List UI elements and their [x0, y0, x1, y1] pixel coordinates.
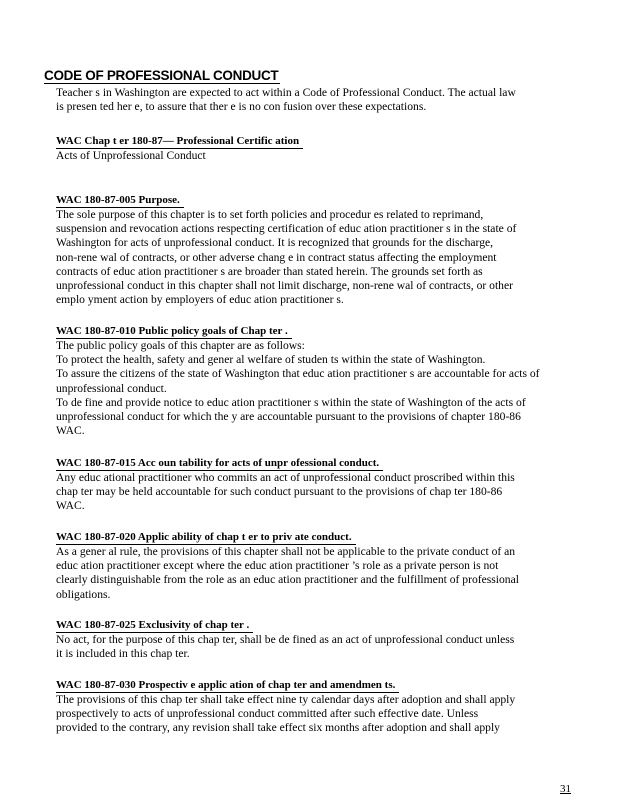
body-line: prospectively to acts of unprofessional conduct committed after such effective date. Unless [56, 707, 479, 721]
chapter-heading: WAC Chap t er 180-87— Professional Certific ation [56, 135, 303, 149]
body-line: The public policy goals of this chapter are as follows: [56, 339, 305, 352]
body-line: emplo yment action by employers of educ ation practitioner s. [56, 293, 344, 307]
body-line: As a gener al rule, the provisions of this chapter shall not be applicable to the private conduct of an [56, 545, 516, 558]
section-prospective [56, 675, 576, 736]
section-heading: WAC 180-87-020 Applic ability of chap t er to priv ate conduct. [56, 531, 356, 545]
body-line: No act, for the purpose of this chap ter, shall be de fined as an act of unprofessional conduct unless [56, 633, 515, 646]
section-heading: WAC 180-87-015 Acc oun tability for acts of unpr ofessional conduct. [56, 457, 383, 471]
body-line: To protect the health, safety and gener al welfare of studen ts within the state of Washington. [56, 353, 486, 367]
body-line: it is included in this chap ter. [56, 647, 190, 661]
section-exclusivity [56, 615, 576, 661]
body-line: unprofessional conduct. [56, 381, 167, 395]
body-line: unprofessional conduct for which the y are accountable pursuant to the provisions of chapter 180-86 [56, 410, 521, 424]
body-line: chap ter may be held accountable for such conduct pursuant to the provisions of chap ter 180-86 [56, 485, 503, 499]
section-purpose [56, 190, 576, 307]
body-line: non-rene wal of contracts, or other adverse chang e in contract status affecting the employment [56, 250, 497, 264]
body-line: To assure the citizens of the state of Washington that educ ation practitioner s are accountable for acts of [56, 367, 540, 381]
section-body [56, 339, 576, 438]
document-title: CODE OF PROFESSIONAL CONDUCT [44, 68, 279, 83]
body-line: WAC. [56, 424, 85, 438]
page-number: 31 [560, 783, 571, 795]
section-body [56, 545, 576, 602]
section-body [56, 693, 576, 736]
section-body [56, 633, 576, 661]
body-line: WAC. [56, 499, 85, 513]
section-heading: WAC 180-87-025 Exclusivity of chap ter . [56, 619, 253, 633]
body-line: contracts of educ ation practitioner s are broader than stated herein. The grounds set forth as [56, 264, 483, 278]
body-line: Any educ ational practitioner who commits an act of unprofessional conduct proscribed within this [56, 471, 515, 484]
intro-line: is presen ted her e, to assure that ther e is no con fusion over these expectations. [56, 100, 427, 114]
body-line: clearly distinguishable from the role as an educ ation practitioner and the fulfillment of professional [56, 573, 519, 587]
section-heading: WAC 180-87-010 Public policy goals of Chap ter . [56, 325, 292, 339]
intro-paragraph [56, 86, 556, 114]
body-line: suspension and revocation actions respecting certification of educ ation practitioner s in the state of [56, 222, 517, 236]
chapter-header [56, 131, 576, 163]
section-body [56, 471, 576, 514]
section-body [56, 208, 576, 307]
section-applicability [56, 527, 576, 602]
intro-line: Teacher s in Washington are expected to act within a Code of Professional Conduct. The actual law [56, 86, 516, 99]
body-line: unprofessional conduct in this chapter shall not limit discharge, non-rene wal of contracts, or other [56, 279, 513, 293]
body-line: obligations. [56, 587, 111, 601]
body-line: provided to the contrary, any revision shall take effect six months after adoption and shall apply [56, 721, 500, 735]
body-line: To de fine and provide notice to educ ation practitioner s within the state of Washington of the acts of [56, 395, 526, 409]
body-line: The provisions of this chap ter shall take effect nine ty calendar days after adoption and shall apply [56, 693, 516, 706]
body-line: educ ation practitioner except where the educ ation practitioner ’s role as a private person is not [56, 559, 499, 573]
section-heading: WAC 180-87-005 Purpose. [56, 194, 184, 208]
section-heading: WAC 180-87-030 Prospectiv e applic ation of chap ter and amendmen ts. [56, 679, 399, 693]
body-line: Washington for acts of unprofessional conduct. It is recognized that grounds for the discharge, [56, 236, 494, 250]
section-accountability [56, 453, 576, 514]
body-line: The sole purpose of this chapter is to set forth policies and procedur es related to reprimand, [56, 208, 484, 221]
section-public-policy [56, 321, 576, 438]
chapter-subtitle: Acts of Unprofessional Conduct [56, 149, 206, 162]
